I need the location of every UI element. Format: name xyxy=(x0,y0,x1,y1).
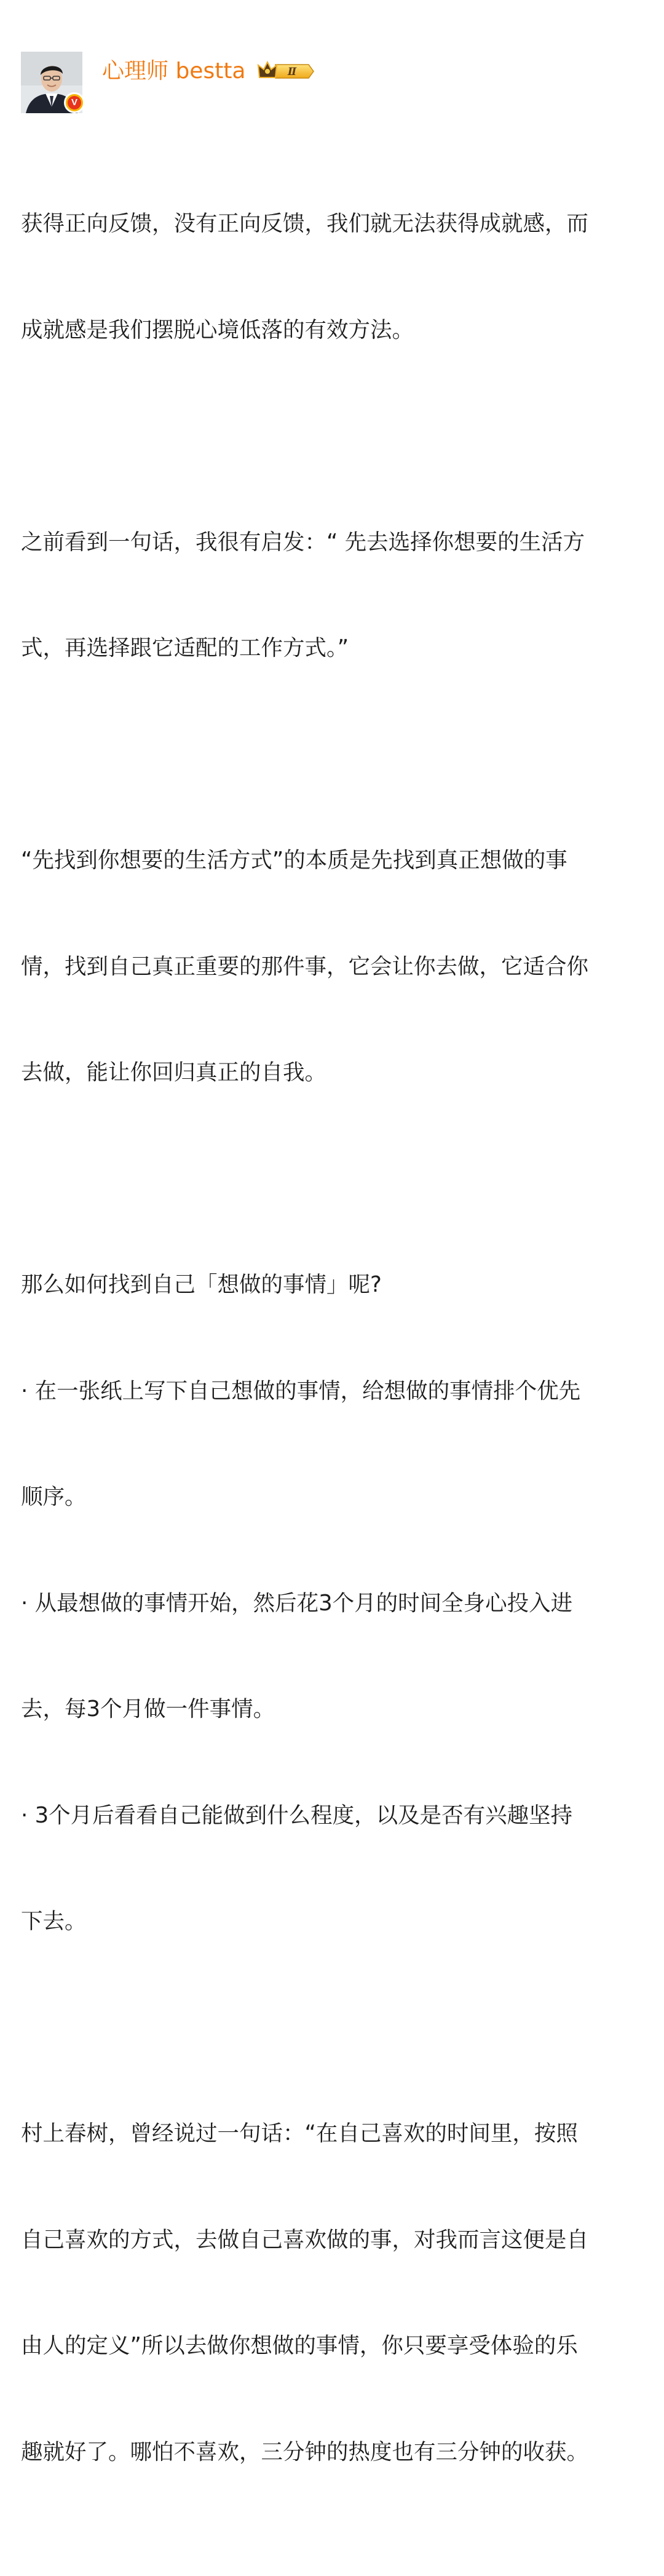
text-line: 趣就好了。哪怕不喜欢，三分钟的热度也有三分钟的收获。 xyxy=(21,2439,589,2465)
post-body xyxy=(21,135,636,2576)
paragraph-3 xyxy=(21,772,636,1161)
text-line: 由人的定义”所以去做你想做的事情，你只要享受体验的乐 xyxy=(21,2333,578,2358)
list-item: · 从最想做的事情开始，然后花3个月的时间全身心投入进 xyxy=(21,1590,573,1616)
text-line: 式，再选择跟它适配的工作方式。” xyxy=(21,635,349,661)
level-badge-text: Ⅱ xyxy=(287,66,297,78)
paragraph-2 xyxy=(21,454,636,737)
post-header xyxy=(21,52,636,116)
list-item-continued: 下去。 xyxy=(21,1909,87,1934)
list-item: · 在一张纸上写下自己想做的事情，给想做的事情排个优先 xyxy=(21,1378,581,1404)
text-line: 情，找到自己真正重要的那件事，它会让你去做，它适合你 xyxy=(21,953,589,979)
verified-badge-icon xyxy=(64,92,85,113)
text-line: 去做，能让你回归真正的自我。 xyxy=(21,1060,327,1085)
text-line: 获得正向反馈，没有正向反馈，我们就无法获得成就感，而 xyxy=(21,211,589,236)
list-item: · 3个月后看看自己能做到什么程度，以及是否有兴趣坚持 xyxy=(21,1802,573,1828)
author-name[interactable]: 心理师 bestta xyxy=(102,58,246,84)
crown-level-badge-icon xyxy=(257,60,315,82)
list-item-continued: 顺序。 xyxy=(21,1484,87,1509)
text-line: 自己喜欢的方式，去做自己喜欢做的事，对我而言这便是自 xyxy=(21,2227,589,2252)
paragraph-5 xyxy=(21,2045,636,2540)
list-item-continued: 去，每3个月做一件事情。 xyxy=(21,1696,275,1722)
text-line: 村上春树，曾经说过一句话：“在自己喜欢的时间里，按照 xyxy=(21,2121,578,2146)
text-line: “先找到你想要的生活方式”的本质是先找到真正想做的事 xyxy=(21,848,567,873)
text-line: 之前看到一句话，我很有启发：“ 先去选择你想要的生活方 xyxy=(21,529,585,555)
text-line: 那么如何找到自己「想做的事情」呢? xyxy=(21,1272,382,1297)
text-line: 成就感是我们摆脱心境低落的有效方法。 xyxy=(21,317,414,343)
paragraph-4 xyxy=(21,1196,636,2010)
verified-mark: V xyxy=(68,96,81,109)
paragraph-1 xyxy=(21,135,636,418)
